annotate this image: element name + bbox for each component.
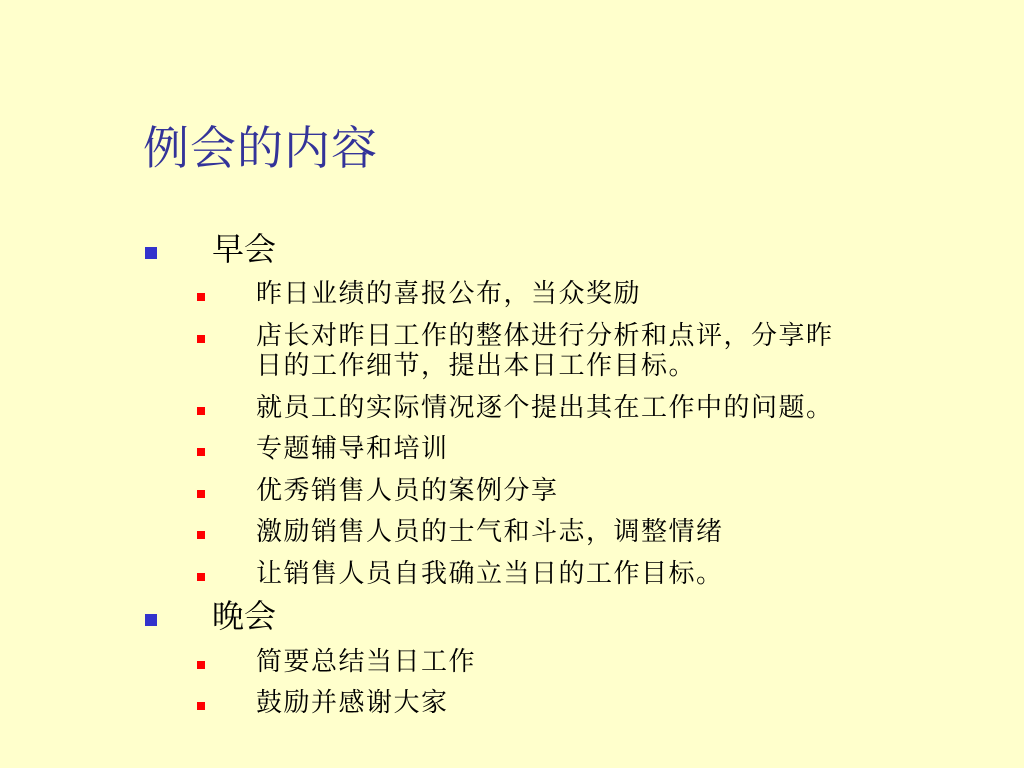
list-item: 专题辅导和培训 xyxy=(256,434,449,464)
square-bullet-icon xyxy=(197,448,205,456)
square-bullet-icon xyxy=(197,407,205,415)
square-bullet-icon xyxy=(197,573,205,581)
section-heading-evening: 晚会 xyxy=(212,597,277,635)
square-bullet-icon xyxy=(197,293,205,301)
slide-title: 例会的内容 xyxy=(143,121,378,175)
square-bullet-icon xyxy=(145,247,157,259)
list-item: 让销售人员自我确立当日的工作目标。 xyxy=(256,559,724,589)
square-bullet-icon xyxy=(197,335,205,343)
square-bullet-icon xyxy=(197,531,205,539)
section-heading-morning: 早会 xyxy=(212,230,277,268)
list-item: 激励销售人员的士气和斗志，调整情绪 xyxy=(256,517,724,547)
square-bullet-icon xyxy=(197,702,205,710)
square-bullet-icon xyxy=(145,614,157,626)
list-item: 昨日业绩的喜报公布，当众奖励 xyxy=(256,279,642,309)
square-bullet-icon xyxy=(197,490,205,498)
square-bullet-icon xyxy=(197,661,205,669)
list-item-continuation: 日的工作细节，提出本日工作目标。 xyxy=(256,351,697,381)
list-item: 鼓励并感谢大家 xyxy=(256,688,449,718)
list-item: 简要总结当日工作 xyxy=(256,647,477,677)
list-item: 优秀销售人员的案例分享 xyxy=(256,476,559,506)
list-item: 店长对昨日工作的整体进行分析和点评，分享昨 xyxy=(256,321,834,351)
list-item: 就员工的实际情况逐个提出其在工作中的问题。 xyxy=(256,393,834,423)
